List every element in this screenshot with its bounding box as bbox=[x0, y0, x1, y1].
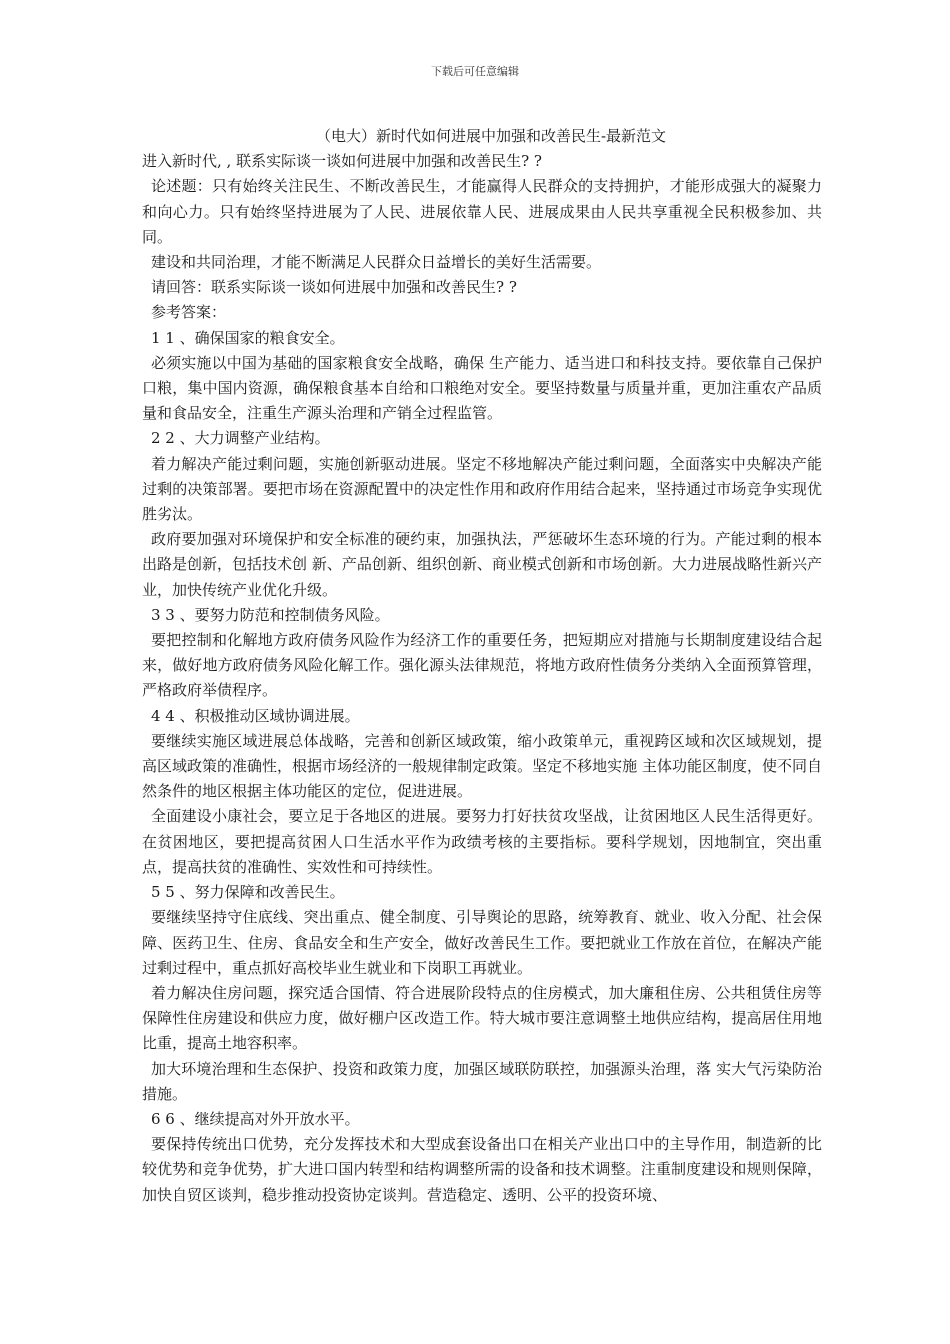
paragraph: 政府要加强对环境保护和安全标准的硬约束，加强执法，严惩破坏生态环境的行为。产能过剩的根本出路是创新，包括技术创 新、产品创新、组织创新、商业模式创新和市场创新。大力进展战略性新兴产业，加快传统产业优化升级。 bbox=[142, 530, 822, 599]
section-heading: 1 1 、确保国家的粮食安全。 bbox=[151, 328, 345, 347]
paragraph: 请回答：联系实际谈一谈如何进展中加强和改善民生? ? bbox=[151, 278, 517, 297]
paragraph: 加大环境治理和生态保护、投资和政策力度，加强区域联防联控，加强源头治理，落 实大气污染防治措施。 bbox=[142, 1059, 822, 1103]
paragraph: 进入新时代, , 联系实际谈一谈如何进展中加强和改善民生? ? bbox=[142, 152, 542, 171]
document-body bbox=[142, 124, 822, 1208]
section-heading: 5 5 、努力保障和改善民生。 bbox=[151, 883, 345, 902]
paragraph: 建设和共同治理，才能不断满足人民群众日益增长的美好生活需要。 bbox=[151, 253, 602, 272]
paragraph: 要保持传统出口优势，充分发挥技术和大型成套设备出口在相关产业出口中的主导作用，制造新的比较优势和竞争优势，扩大进口国内转型和结构调整所需的设备和技术调整。注重制度建设和规则保障，加快自贸区谈判，稳步推动投资协定谈判。营造稳定、透明、公平的投资环境、 bbox=[142, 1135, 822, 1204]
document-title: （电大）新时代如何进展中加强和改善民生-最新范文 bbox=[315, 127, 667, 145]
section-heading: 4 4 、积极推动区域协调进展。 bbox=[151, 706, 360, 725]
paragraph: 要继续实施区域进展总体战略，完善和创新区域政策，缩小政策单元，重视跨区域和次区域规划，提高区域政策的准确性，根据市场经济的一般规律制定政策。坚定不移地实施 主体功能区制度，使不同自然条件的地区根据主体功能区的定位，促进进展。 bbox=[142, 731, 822, 801]
paragraph: 要继续坚持守住底线、突出重点、健全制度、引导舆论的思路，统筹教育、就业、收入分配、社会保障、医药卫生、住房、食品安全和生产安全，做好改善民生工作。要把就业工作放在首位，在解决产能过剩过程中，重点抓好高校毕业生就业和下岗职工再就业。 bbox=[142, 908, 822, 977]
section-heading: 6 6 、继续提高对外开放水平。 bbox=[151, 1109, 360, 1128]
section-heading: 3 3 、要努力防范和控制债务风险。 bbox=[151, 605, 390, 624]
paragraph: 要把控制和化解地方政府债务风险作为经济工作的重要任务，把短期应对措施与长期制度建设结合起来，做好地方政府债务风险化解工作。强化源头法律规范，将地方政府性债务分类纳入全面预算管理，严格政府举债程序。 bbox=[142, 631, 822, 700]
paragraph: 论述题：只有始终关注民生、不断改善民生，才能赢得人民群众的支持拥护，才能形成强大的凝聚力和向心力。只有始终坚持进展为了人民、进展依靠人民、进展成果由人民共享重视全民积极参加、共同。 bbox=[142, 177, 822, 246]
paragraph: 全面建设小康社会，要立足于各地区的进展。要努力打好扶贫攻坚战，让贫困地区人民生活得更好。在贫困地区，要把提高贫困人口生活水平作为政绩考核的主要指标。要科学规划，因地制宜，突出重点，提高扶贫的准确性、实效性和可持续性。 bbox=[142, 807, 822, 876]
paragraph: 着力解决住房问题，探究适合国情、符合进展阶段特点的住房模式，加大廉租住房、公共租赁住房等保障性住房建设和供应力度，做好棚户区改造工作。特大城市要注意调整土地供应结构，提高居住用地比重，提高土地容积率。 bbox=[142, 983, 822, 1053]
paragraph: 参考答案： bbox=[151, 303, 227, 322]
section-heading: 2 2 、大力调整产业结构。 bbox=[151, 429, 330, 448]
header-note: 下载后可任意编辑 bbox=[431, 65, 519, 78]
paragraph: 必须实施以中国为基础的国家粮食安全战略，确保 生产能力、适当进口和科技支持。要依靠自己保护口粮，集中国内资源，确保粮食基本自给和口粮绝对安全。要坚持数量与质量并重，更加注重农产品质量和食品安全，注重生产源头治理和产销全过程监管。 bbox=[142, 353, 822, 423]
paragraph: 着力解决产能过剩问题，实施创新驱动进展。坚定不移地解决产能过剩问题，全面落实中央解决产能过剩的决策部署。要把市场在资源配置中的决定性作用和政府作用结合起来，坚持通过市场竞争实现优胜劣汰。 bbox=[142, 454, 822, 524]
